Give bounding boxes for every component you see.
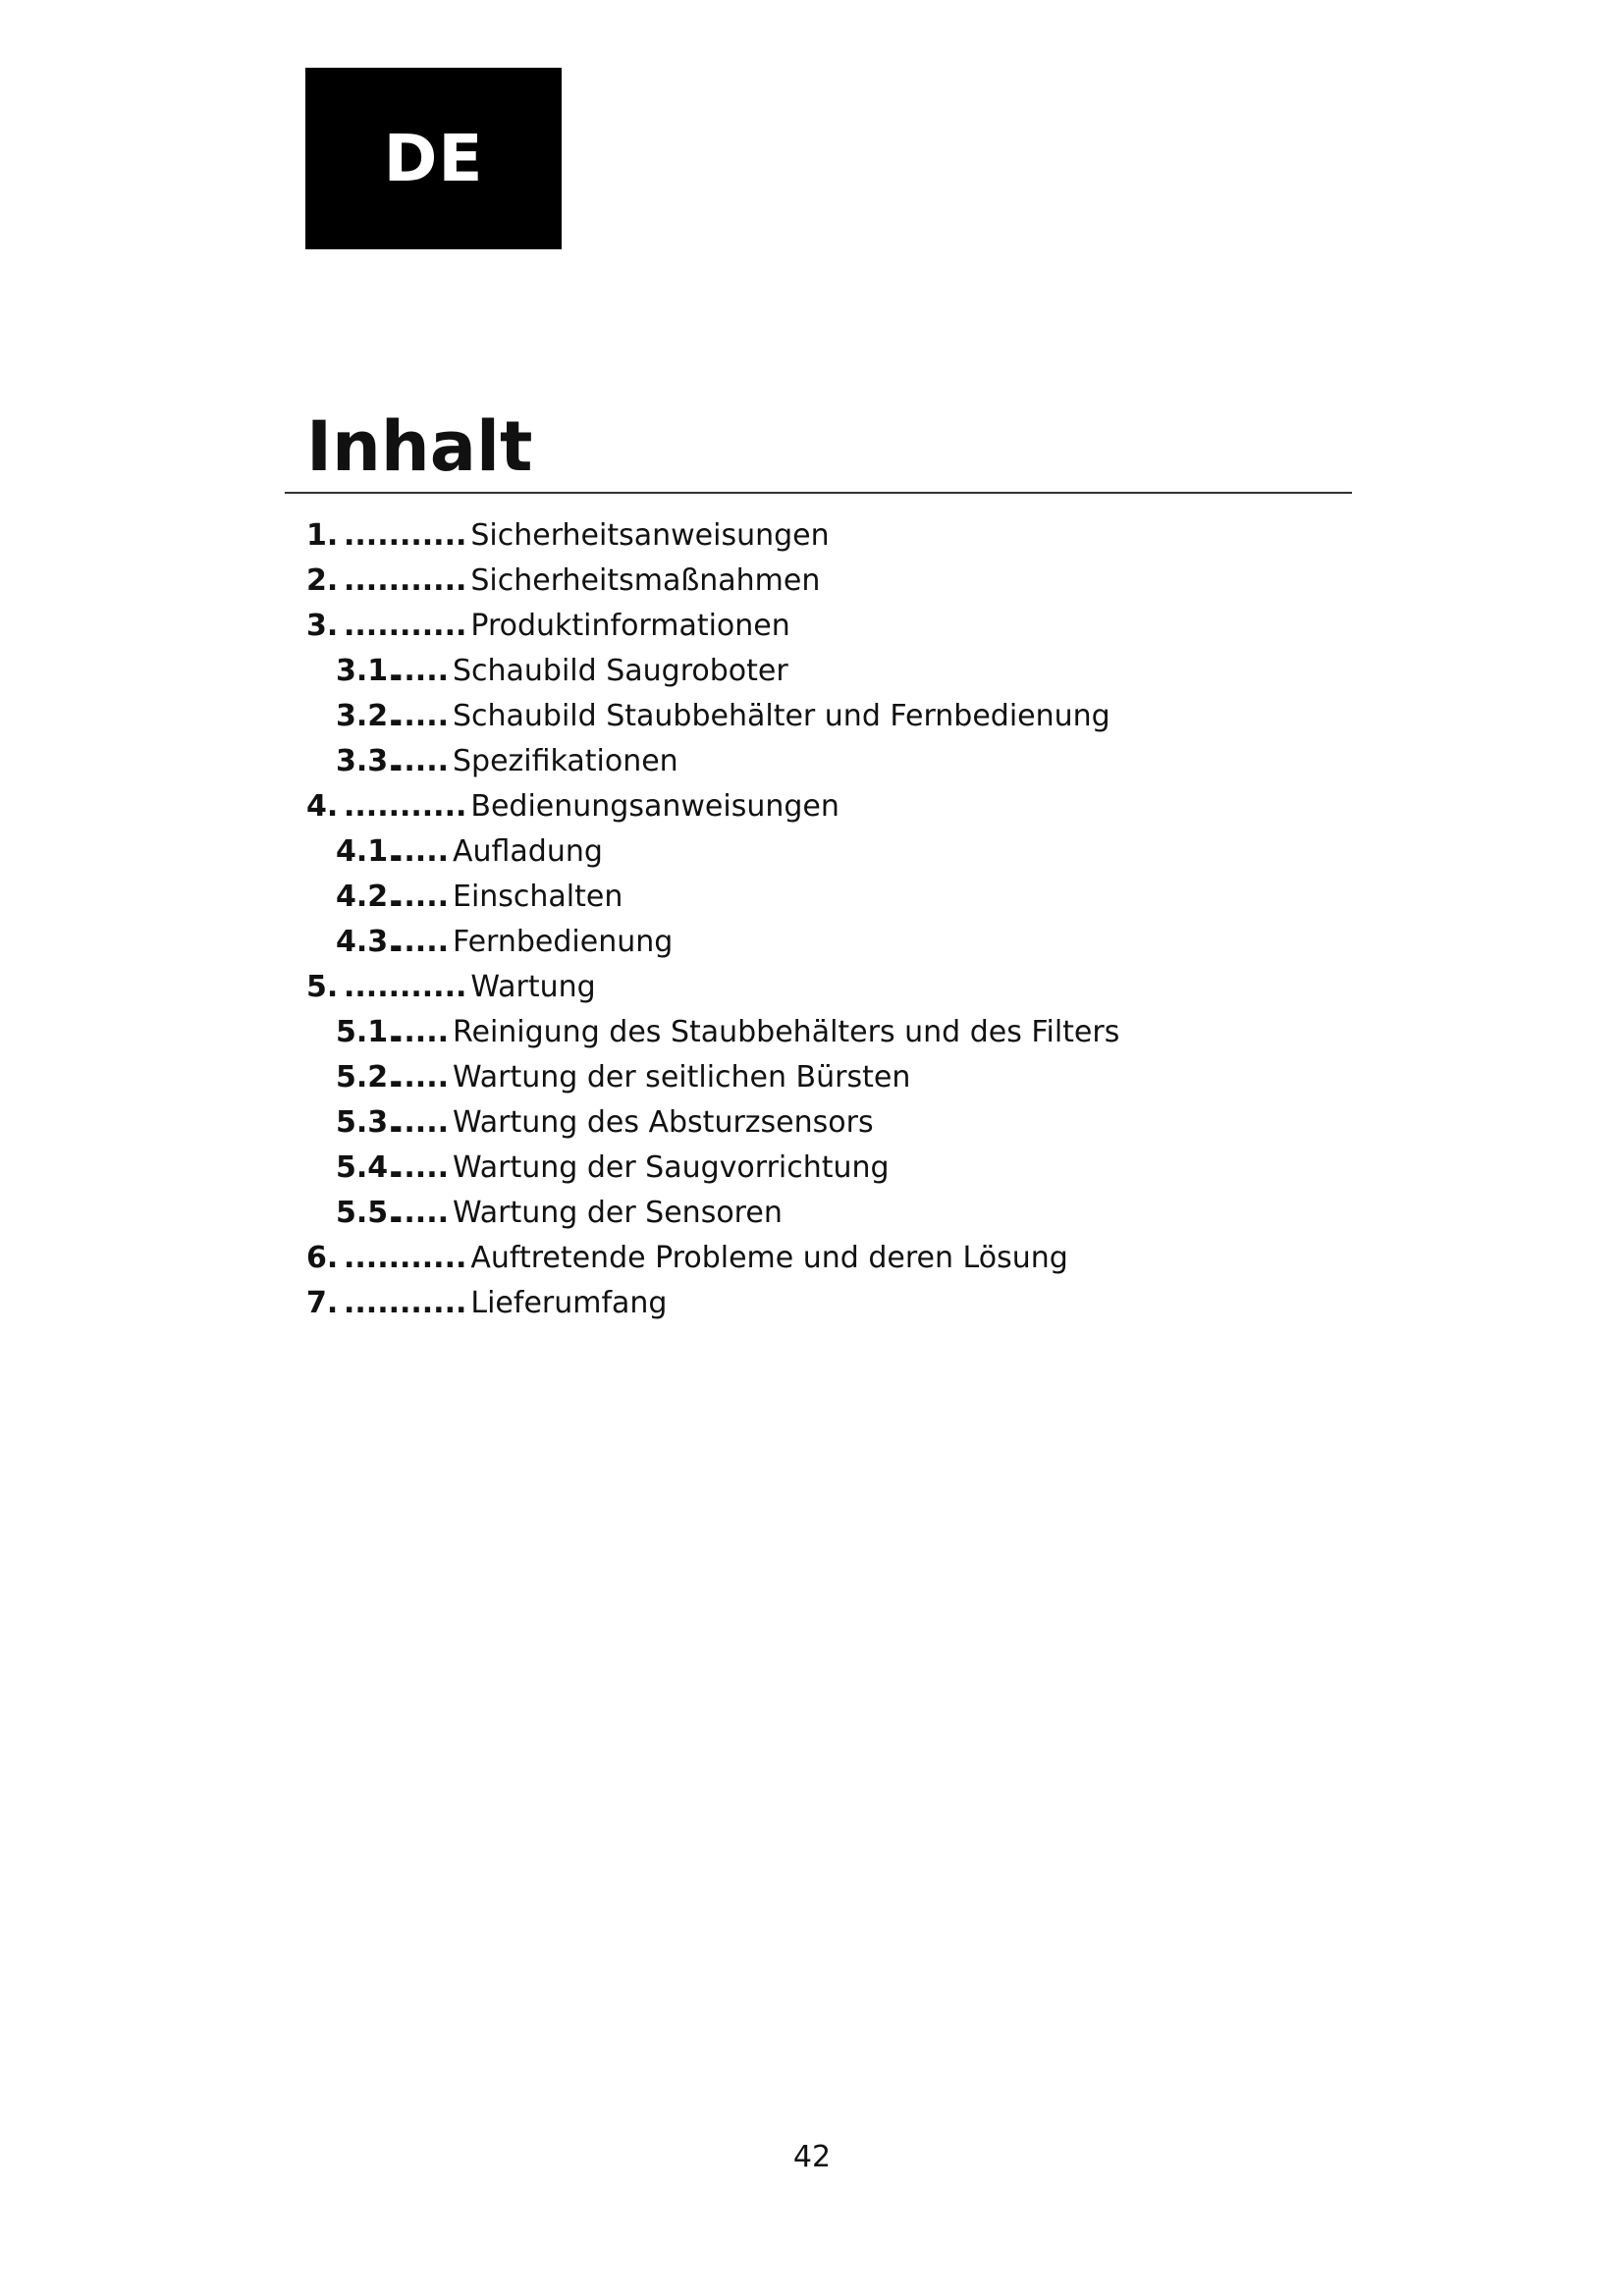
toc-entry[interactable] [0,1280,1624,1325]
toc-entry-text: Wartung [470,969,596,1004]
toc-entry-number: 4.2. [336,879,400,914]
toc-entry[interactable] [0,558,1624,603]
toc-entry[interactable] [0,1054,1624,1099]
toc-entry-number: 4. [306,788,339,824]
toc-entry[interactable] [0,783,1624,828]
toc-entry-number: 3. [306,608,339,643]
page-title: Inhalt [306,406,533,487]
toc-entry-number: 5. [306,969,339,1004]
toc-entry-leader: ........... [344,608,467,643]
toc-entry-text: Sicherheitsmaßnahmen [470,562,821,598]
toc-entry-leader: ..... [393,924,449,959]
toc-entry-text: Auftretende Probleme und deren Lösung [470,1240,1068,1275]
toc-entry-number: 3.3. [336,743,400,778]
toc-entry-number: 4.1. [336,833,400,869]
toc-entry-text: Spezifikationen [452,743,678,778]
toc-entry[interactable] [0,1190,1624,1235]
toc-entry[interactable] [0,603,1624,648]
toc-entry[interactable] [0,693,1624,738]
toc-entry[interactable] [0,738,1624,783]
toc-entry-leader: ..... [393,879,449,914]
toc-entry-leader: ........... [344,562,467,598]
toc-entry[interactable] [0,828,1624,874]
toc-entry-text: Wartung der Saugvorrichtung [452,1149,890,1185]
toc-entry[interactable] [0,874,1624,919]
toc-entry-leader: ..... [393,1195,449,1230]
language-badge-label: DE [383,121,484,196]
toc-entry-leader: ........... [344,969,467,1004]
toc-entry[interactable] [0,648,1624,693]
toc-entry-leader: ..... [393,1059,449,1095]
toc-entry-text: Wartung der Sensoren [452,1195,783,1230]
toc-entry-leader: ........... [344,517,467,553]
toc-entry-text: Bedienungsanweisungen [470,788,839,824]
toc-entry[interactable] [0,512,1624,558]
toc-entry-number: 5.4. [336,1149,400,1185]
toc-entry[interactable] [0,1009,1624,1054]
toc-entry-number: 5.2. [336,1059,400,1095]
toc-entry[interactable] [0,919,1624,964]
toc-entry-text: Einschalten [452,879,623,914]
toc-entry-number: 5.3. [336,1104,400,1140]
toc-entry[interactable] [0,1099,1624,1145]
toc-entry-leader: ..... [393,653,449,688]
toc-entry-leader: ..... [393,1104,449,1140]
toc-entry-leader: ..... [393,1014,449,1049]
toc-entry-number: 5.5. [336,1195,400,1230]
toc-entry-leader: ........... [344,1285,467,1320]
toc-entry-number: 2. [306,562,339,598]
title-divider [285,492,1352,494]
page-number: 42 [792,2140,832,2174]
toc-entry-text: Sicherheitsanweisungen [470,517,830,553]
toc-entry-number: 7. [306,1285,339,1320]
language-badge [305,68,562,249]
toc-entry-number: 6. [306,1240,339,1275]
toc-entry-leader: ........... [344,1240,467,1275]
toc-entry-text: Aufladung [452,833,603,869]
toc-entry-leader: ..... [393,743,449,778]
toc-entry-number: 1. [306,517,339,553]
toc-entry-text: Schaubild Staubbehälter und Fernbedienung [452,698,1110,733]
toc-entry-text: Schaubild Saugroboter [452,653,788,688]
toc-entry-number: 4.3. [336,924,400,959]
toc-entry-text: Wartung des Absturzsensors [452,1104,874,1140]
toc-entry-number: 3.2. [336,698,400,733]
toc-entry-number: 5.1. [336,1014,400,1049]
toc-entry[interactable] [0,964,1624,1009]
toc-entry-text: Wartung der seitlichen Bürsten [452,1059,911,1095]
toc-entry-text: Fernbedienung [452,924,674,959]
toc-entry-leader: ..... [393,1149,449,1185]
table-of-contents [0,512,1624,1325]
toc-entry-number: 3.1. [336,653,400,688]
toc-entry-text: Lieferumfang [470,1285,668,1320]
toc-entry-text: Produktinformationen [470,608,790,643]
toc-entry-leader: ..... [393,833,449,869]
toc-entry-text: Reinigung des Staubbehälters und des Filters [452,1014,1120,1049]
toc-entry-leader: ..... [393,698,449,733]
toc-entry-leader: ........... [344,788,467,824]
toc-entry[interactable] [0,1235,1624,1280]
toc-entry[interactable] [0,1145,1624,1190]
